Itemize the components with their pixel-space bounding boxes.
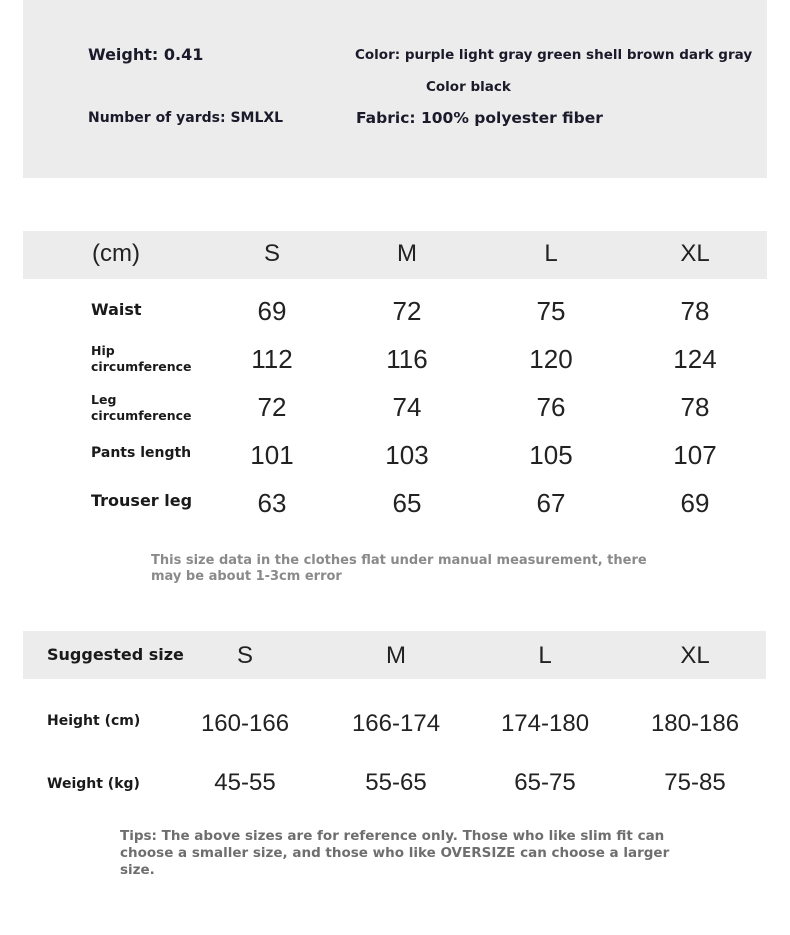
- size-header-l: L: [544, 240, 558, 267]
- table-cell: 45-55: [214, 769, 276, 796]
- table-cell: 116: [386, 344, 428, 374]
- size-header-s: S: [263, 240, 281, 267]
- table-cell: 65: [392, 488, 422, 518]
- table-cell: 78: [680, 296, 710, 326]
- measurement-note: This size data in the clothes flat under manual measurement, there may be about 1-3cm error: [151, 553, 647, 584]
- table-cell: 166-174: [351, 710, 441, 737]
- suggest-header-m: M: [386, 642, 406, 669]
- table-cell: 55-65: [365, 769, 427, 796]
- color-text-line2: Color black: [426, 79, 511, 95]
- fabric-text: Fabric: 100% polyester fiber: [356, 109, 603, 127]
- table-cell: 76: [536, 392, 566, 422]
- table-cell: 120: [529, 344, 573, 374]
- table-cell: 63: [257, 488, 287, 518]
- table-cell: 107: [673, 440, 717, 470]
- table-cell: 174-180: [500, 710, 590, 737]
- yards-text: Number of yards: SMLXL: [88, 110, 284, 126]
- row-label-leg: [91, 392, 192, 424]
- suggested-size-title: Suggested size: [47, 645, 184, 664]
- suggest-header-xl: XL: [680, 642, 710, 669]
- table-cell: 112: [251, 344, 293, 374]
- table-cell: 105: [529, 440, 573, 470]
- table-cell: 124: [673, 344, 717, 374]
- row-label-line: circumference: [91, 408, 192, 423]
- row-label-trouser-leg: Trouser leg: [91, 491, 193, 510]
- table-cell: 67: [536, 488, 566, 518]
- product-info-panel: [23, 0, 767, 178]
- row-label-line: circumference: [91, 359, 192, 374]
- table-cell: 180-186: [650, 710, 740, 737]
- suggest-header-l: L: [538, 642, 552, 669]
- row-label-line: Hip: [91, 343, 115, 358]
- table-cell: 69: [680, 488, 710, 518]
- row-label-pants-length: Pants length: [91, 445, 192, 461]
- row-label-weight: Weight (kg): [47, 776, 140, 792]
- tips-text: Tips: The above sizes are for reference only. Those who like slim fit can choose a smaller size, and those who like OVERSIZE can choose a larger size.: [120, 828, 670, 878]
- table-cell: 65-75: [514, 769, 576, 796]
- table-cell: 72: [257, 392, 287, 422]
- table-cell: 69: [257, 296, 287, 326]
- table-cell: 75: [536, 296, 566, 326]
- weight-text: Weight: 0.41: [88, 45, 204, 64]
- table-cell: 72: [392, 296, 422, 326]
- table-cell: 101: [250, 440, 294, 470]
- color-text-line1: Color: purple light gray green shell brown dark gray: [355, 47, 753, 63]
- unit-label: (cm): [92, 240, 140, 267]
- table-cell: 78: [680, 392, 710, 422]
- table-cell: 74: [392, 392, 422, 422]
- table-cell: 160-166: [200, 710, 290, 737]
- table-cell: 75-85: [664, 769, 726, 796]
- row-label-waist: Waist: [91, 300, 142, 319]
- row-label-hip: [91, 343, 192, 375]
- table-cell: 103: [385, 440, 429, 470]
- size-header-m: M: [397, 240, 417, 267]
- size-header-xl: XL: [680, 240, 710, 267]
- row-label-line: Leg: [91, 392, 117, 407]
- row-label-height: Height (cm): [47, 713, 141, 729]
- suggest-header-s: S: [236, 642, 254, 669]
